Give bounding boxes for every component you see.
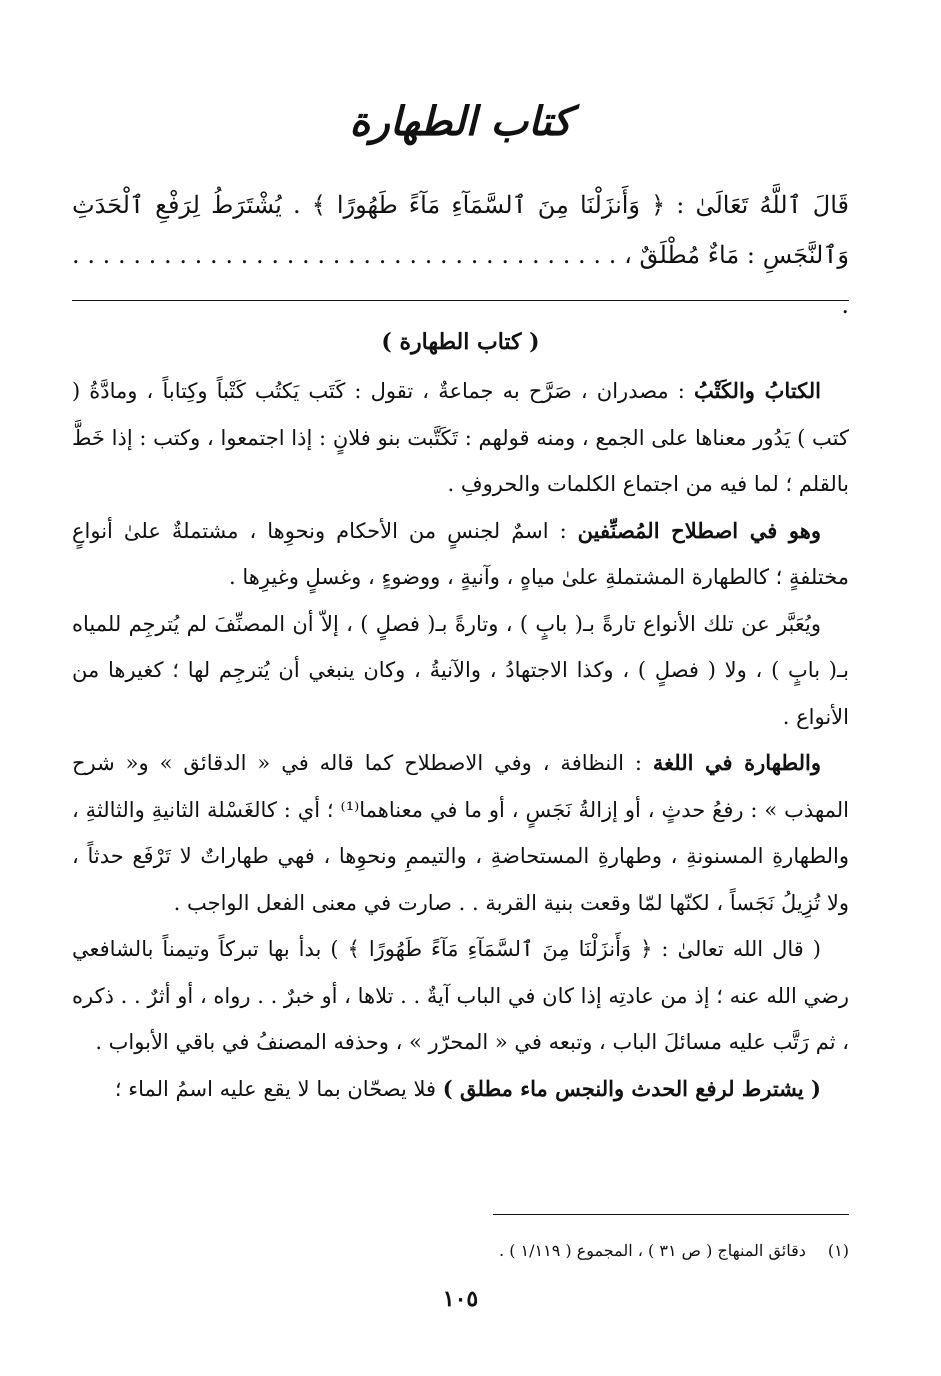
- paragraph-lead: والطهارة في اللغة: [652, 750, 821, 775]
- paragraph-tahara-lugha: [72, 740, 849, 926]
- page-number: ١٠٥: [442, 1286, 479, 1312]
- footnote-text: دقائق المنهاج ( ص ٣١ ) ، المجموع ( ١/١١٩ ) .: [499, 1241, 806, 1260]
- paragraph-yushtarat: [72, 1066, 849, 1113]
- paragraph-tabir: [72, 601, 849, 741]
- footnote-rule: [493, 1214, 849, 1215]
- matn-line: قَالَ ٱللَّهُ تَعَالَىٰ : ﴿ وَأَنزَلْنَا مِنَ ٱلسَّمَآءِ مَآءً طَهُورًا ﴾ . يُشْتَرَطُ لِرَفْعِ ٱلْحَدَثِ وَٱلنَّجَسِ : مَاءٌ مُطْلَقٌ ،: [72, 191, 850, 269]
- paragraph-kitab: [72, 368, 849, 508]
- footnote-number: (١): [827, 1241, 849, 1260]
- paragraph-lead: الكتابُ والكَتْبُ: [693, 378, 821, 403]
- paragraph-body: : اسمٌ لجنسٍ من الأحكام ونحوِها ، مشتملةٌ علىٰ أنواعٍ مختلفةٍ ؛ كالطهارة المشتملةِ علىٰ مياهٍ ، وآنيةٍ ، ووضوءٍ ، وغسلٍ وغيرِها .: [72, 518, 849, 589]
- paragraph-lead: وهو في اصطلاح المُصنِّفين: [577, 517, 822, 543]
- paragraph-body: ( قال الله تعالىٰ : ﴿ وَأَنزَلْنَا مِنَ ٱلسَّمَآءِ مَآءً طَهُورًا ﴾ ) بدأ بها تبركاً وتيمناً بالشافعي رضي الله عنه ؛ إذ من عادتِه إذا كان في الباب آيةٌ . . تلاها ، أو خبرٌ . . رواه ، أو أثرٌ . . ذكره ، ثم رَتَّب عليه مسائلَ الباب ، وتبعه في « المحرّر » ، وحذفه المصنفُ في باقي الأبواب .: [72, 937, 849, 1054]
- footnote: [72, 1236, 849, 1266]
- paragraph-body: فلا يصحّان بما لا يقع عليه اسمُ الماء ؛: [114, 1076, 443, 1101]
- page: [72, 0, 849, 1376]
- paragraph-body: : مصدران ، صَرَّح به جماعةٌ ، تقول : كَتَب يَكتُب كَتْباً وكِتاباً ، ومادَّةُ ( كتب ) يَدُور معناها على الجمع ، ومنه قولهم : تَكَتَّبت بنو فلانٍ : إذا اجتمعوا ، وكتب : إذا خَطَّ بالقلم ؛ لما فيه من اجتماع الكلمات والحروفِ .: [72, 379, 849, 496]
- matn-separator: [72, 300, 849, 301]
- matn-text: [72, 180, 849, 330]
- matn-dots: . . . . . . . . . . . . . . . . . . . . . . . . . . . . . . . . . . . . .: [72, 241, 849, 319]
- paragraph-body: ويُعَبَّر عن تلك الأنواع تارةً بـ( بابٍ ) ، وتارةً بـ( فصلٍ ) ، إلاّ أن المصنِّفَ لم يُترجِم للمياه بـ( بابٍ ) ، ولا ( فصلٍ ) ، وكذا الاجتهادُ ، والآنيةُ ، وكان ينبغي أن يُترجِم لها ؛ كغيرها من الأنواع .: [72, 611, 849, 729]
- paragraph-body: : النظافة ، وفي الاصطلاح كما قاله في « الدقائق » و« شرح المهذب » : رفعُ حدثٍ ، أو إزالةُ نَجَسٍ ، أو ما في معناهما⁽¹⁾ ؛ أي : كالغَسْلة الثانيةِ والثالثةِ ، والطهارةِ المسنونةِ ، وطهارةِ المستحاضةِ ، والتيممِ ونحوِها ، فهي طهاراتٌ لا تَرْفَع حدثاً ، ولا تُزِيلُ نَجَساً ، لكنّها لمّا وقعت بنية القربة . . صارت في معنى الفعل الواجب .: [72, 751, 849, 915]
- book-title: كتاب الطهارة: [349, 98, 572, 145]
- paragraph-istilah: [72, 508, 849, 601]
- paragraph-lead: ( يشترط لرفع الحدث والنجس ماء مطلق ): [442, 1075, 821, 1101]
- section-heading: ( كتاب الطهارة ): [381, 329, 540, 355]
- paragraph-qala-allah: [72, 926, 849, 1066]
- commentary: [72, 320, 849, 1112]
